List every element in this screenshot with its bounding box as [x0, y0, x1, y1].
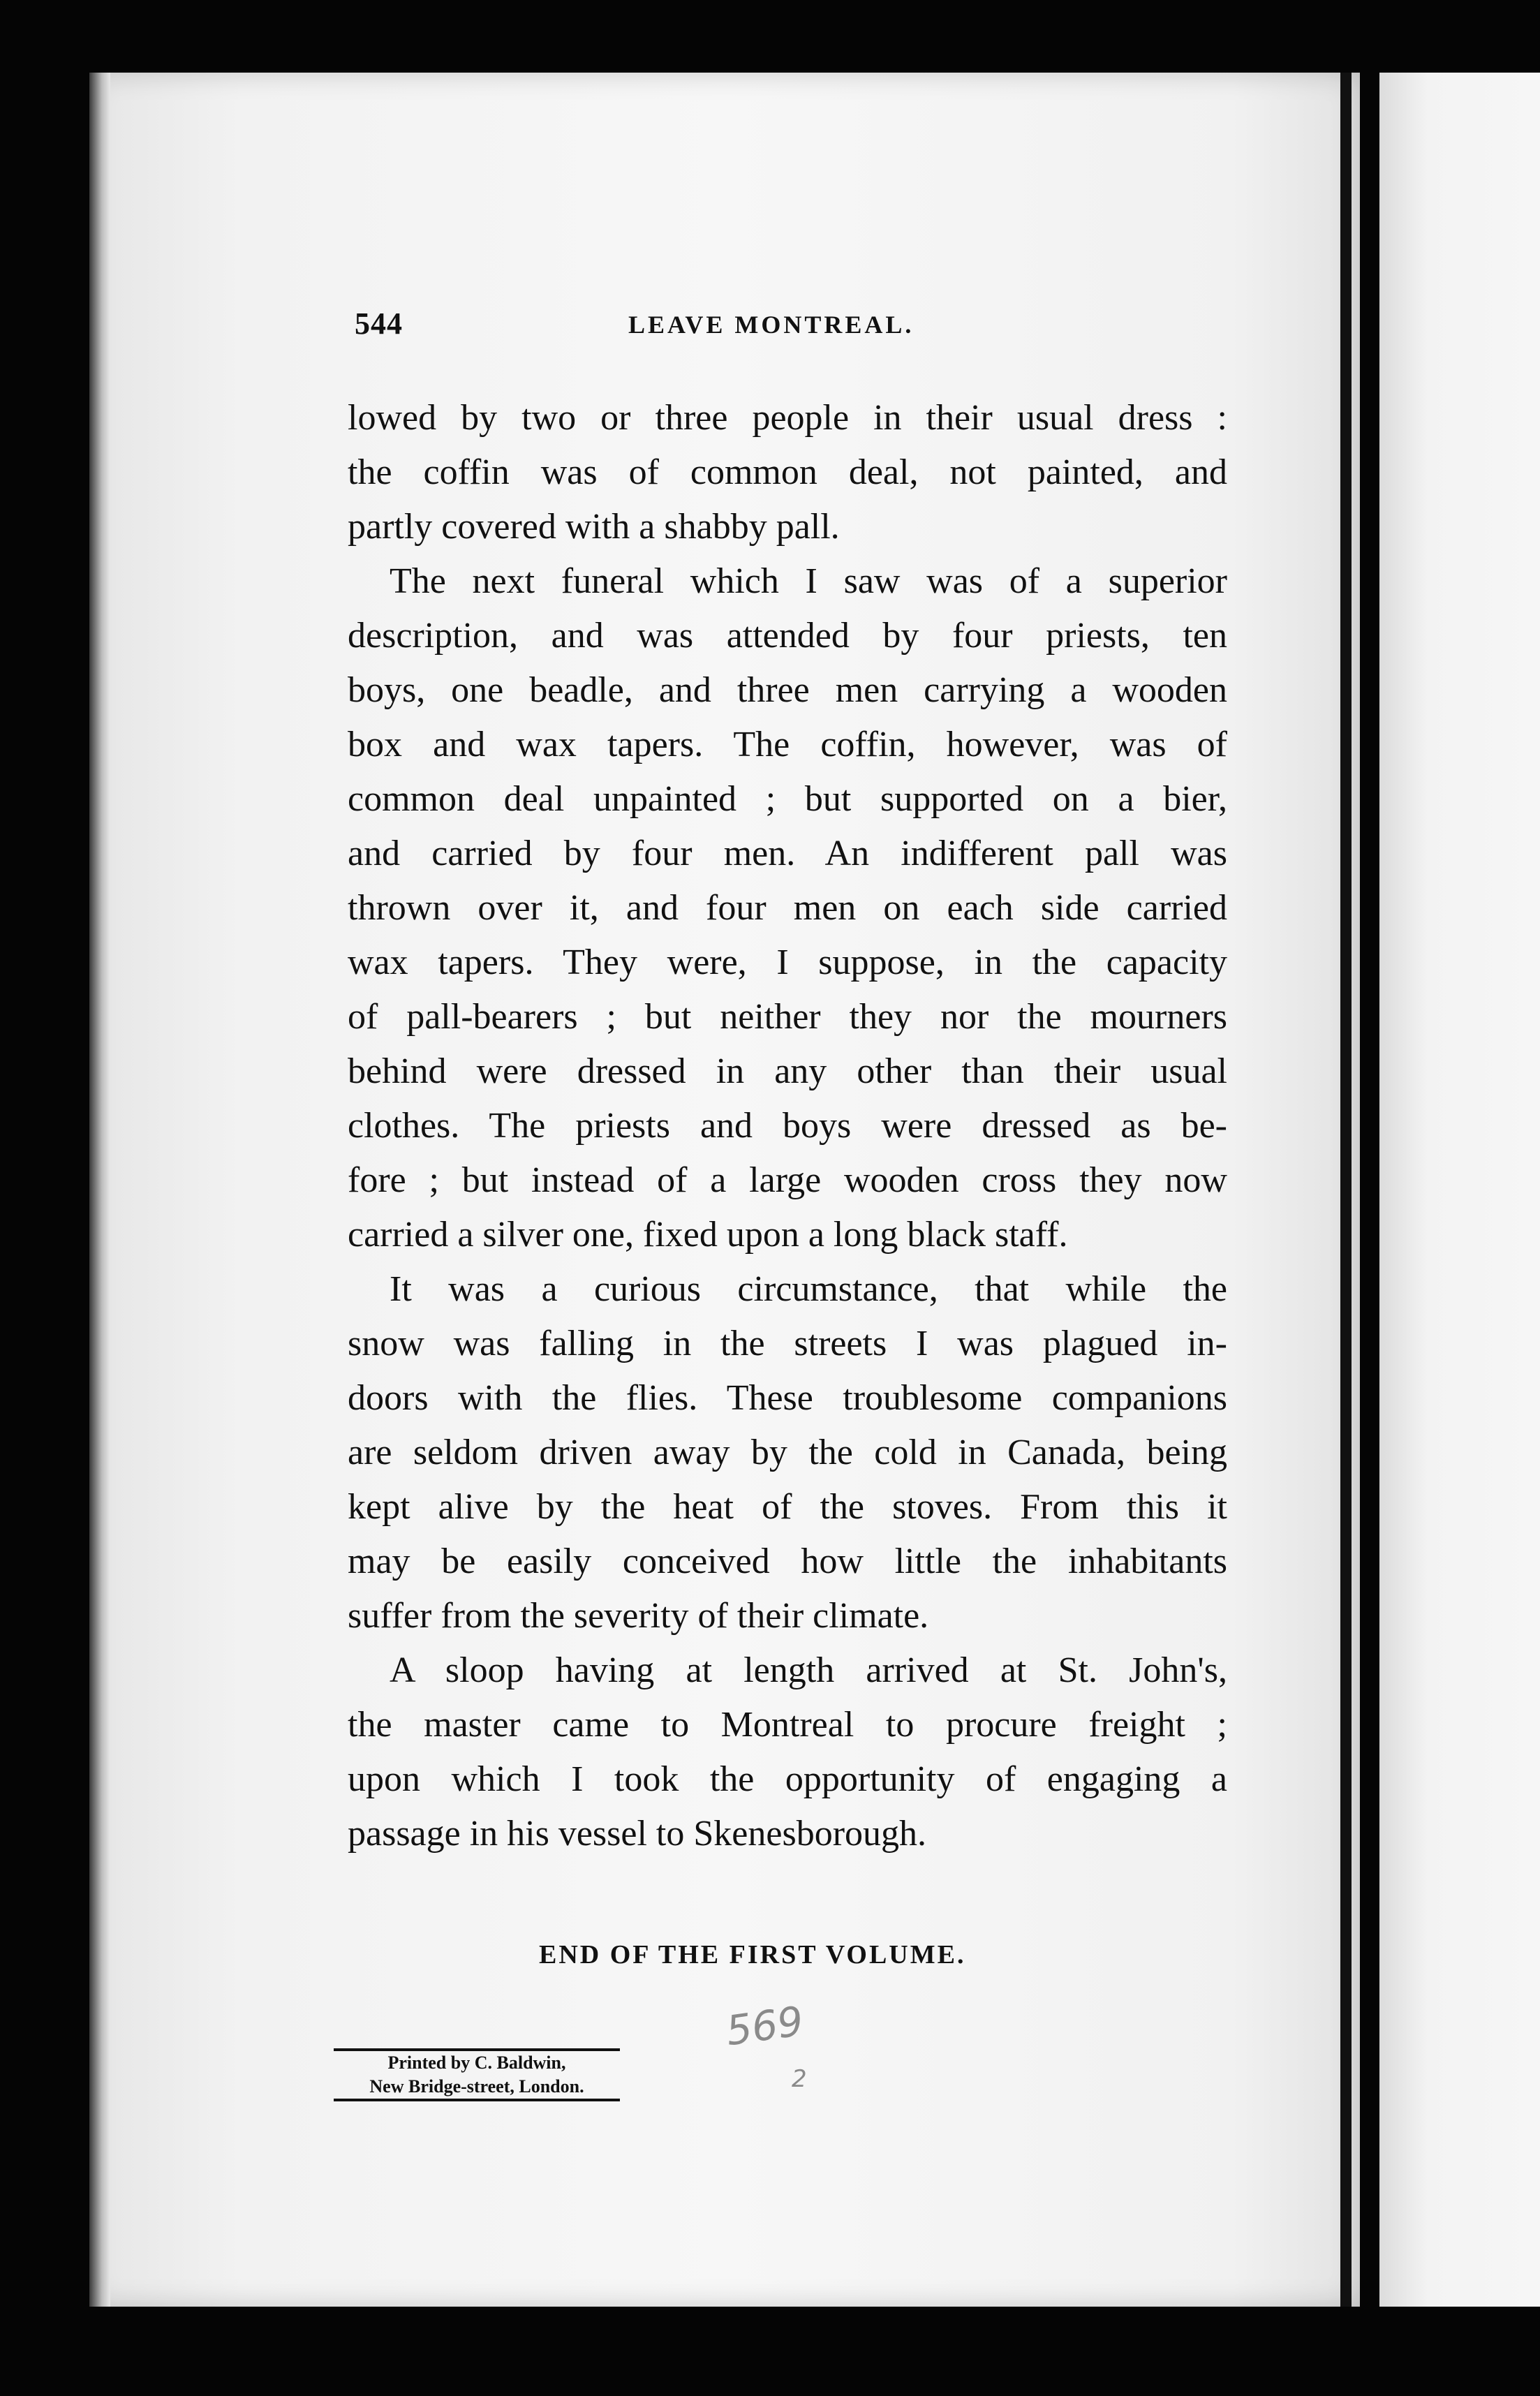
text-line: behind were dressed in any other than their usual — [348, 1051, 1227, 1091]
text-line: and carried by four men. An indifferent pall was — [348, 834, 1227, 873]
colophon-line-printer: Printed by C. Baldwin, — [387, 2053, 566, 2073]
handwritten-subnumber: 2 — [792, 2065, 807, 2093]
facing-page — [1379, 73, 1540, 2307]
text-line: the coffin was of common deal, not painted, and — [348, 452, 1227, 492]
text-line: common deal unpainted ; but supported on a bier, — [348, 779, 1227, 819]
book-gutter — [1340, 73, 1352, 2307]
text-line: the master came to Montreal to procure freight ; — [348, 1705, 1227, 1745]
page-number: 544 — [355, 306, 403, 341]
end-of-volume-note: END OF THE FIRST VOLUME. — [539, 1940, 966, 1969]
text-line: It was a curious circumstance, that while the — [390, 1269, 1227, 1309]
text-line: passage in his vessel to Skenesborough. — [348, 1814, 927, 1854]
printer-colophon — [334, 2048, 620, 2101]
text-line: are seldom driven away by the cold in Canada, being — [348, 1433, 1227, 1472]
running-title: LEAVE MONTREAL. — [628, 311, 915, 339]
text-line: The next funeral which I saw was of a superior — [390, 561, 1227, 601]
text-line: doors with the flies. These troublesome companions — [348, 1378, 1227, 1418]
text-line: box and wax tapers. The coffin, however, was of — [348, 725, 1227, 764]
text-line: partly covered with a shabby pall. — [348, 507, 840, 547]
text-line: lowed by two or three people in their usual dress : — [348, 398, 1227, 438]
colophon-bottom-rule — [334, 2099, 620, 2101]
text-line: may be easily conceived how little the inhabitants — [348, 1541, 1227, 1581]
running-head — [355, 306, 1227, 355]
text-line: wax tapers. They were, I suppose, in the capacity — [348, 942, 1227, 982]
text-line: thrown over it, and four men on each side carried — [348, 888, 1227, 928]
handwritten-number: 569 — [723, 1997, 806, 2055]
colophon-line-address: New Bridge-street, London. — [369, 2076, 584, 2096]
text-line: upon which I took the opportunity of engaging a — [348, 1759, 1227, 1799]
text-line: carried a silver one, fixed upon a long black staff. — [348, 1215, 1068, 1255]
text-line: clothes. The priests and boys were dressed as be- — [348, 1106, 1227, 1146]
text-line: A sloop having at length arrived at St. John's, — [390, 1650, 1227, 1690]
text-line: of pall-bearers ; but neither they nor the mourners — [348, 997, 1227, 1037]
page-left-edge — [89, 73, 110, 2307]
text-line: boys, one beadle, and three men carrying a wooden — [348, 670, 1227, 710]
text-line: snow was falling in the streets I was plagued in- — [348, 1324, 1227, 1363]
body-text — [348, 391, 1227, 1861]
text-line: description, and was attended by four priests, ten — [348, 616, 1227, 656]
text-line: fore ; but instead of a large wooden cross they now — [348, 1160, 1227, 1200]
text-line: kept alive by the heat of the stoves. From this it — [348, 1487, 1227, 1527]
text-line: suffer from the severity of their climate. — [348, 1596, 929, 1636]
